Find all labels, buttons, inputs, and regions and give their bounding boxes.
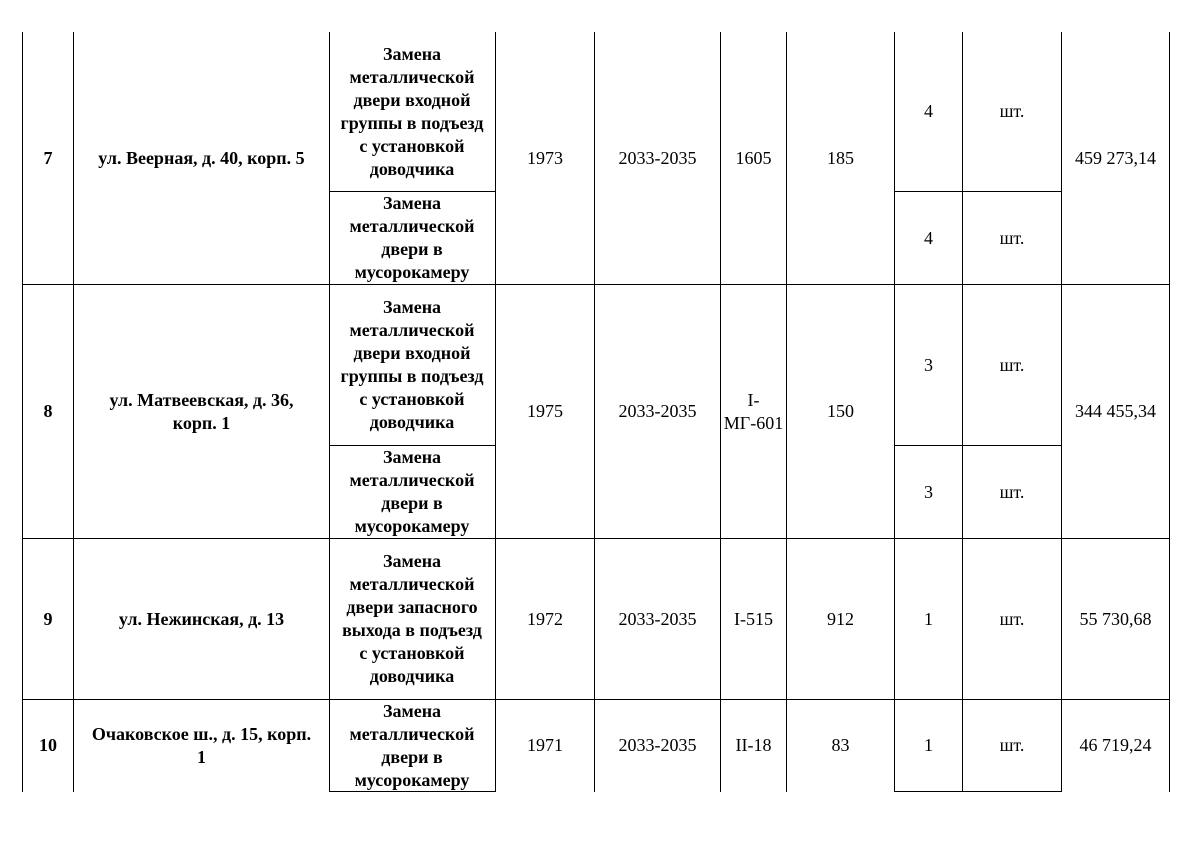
building-parameter: 912: [827, 608, 854, 629]
quantity: 4: [924, 101, 933, 121]
year-built: 1975: [527, 401, 563, 421]
quantity: 1: [924, 608, 933, 629]
year-built: 1973: [527, 147, 563, 168]
work-description: Замена металлической двери входной группы в подъезд с установкой доводчика: [340, 43, 484, 179]
address-cell: ул. Матвеевская, д. 36, корп. 1: [109, 389, 294, 433]
building-series: I-МГ-601: [723, 389, 784, 433]
address-cell: Очаковское ш., д. 15, корп. 1: [91, 723, 312, 767]
row-number: 10: [39, 735, 57, 755]
row-number: 8: [43, 401, 53, 421]
unit: шт.: [999, 354, 1025, 375]
unit: шт.: [999, 608, 1025, 629]
row-number: 9: [43, 608, 53, 629]
building-parameter: 185: [827, 147, 854, 168]
cost: 459 273,14: [1075, 147, 1156, 168]
cost: 46 719,24: [1079, 735, 1152, 755]
col-divider: [329, 32, 330, 792]
year-built: 1972: [527, 608, 563, 629]
work-description: Замена металлической двери в мусорокамеру: [349, 447, 475, 536]
work-description: Замена металлической двери запасного выхода в подъезд с установкой доводчика: [342, 551, 482, 686]
cost: 344 455,34: [1075, 401, 1156, 421]
quantity: 3: [924, 481, 933, 502]
unit: шт.: [999, 101, 1025, 121]
row-number: 7: [43, 147, 53, 168]
col-divider: [1169, 32, 1170, 792]
work-description: Замена металлической двери в мусорокамеру: [349, 193, 475, 282]
address-cell: ул. Нежинская, д. 13: [118, 608, 285, 629]
cost: 55 730,68: [1079, 608, 1152, 629]
repair-period: 2033-2035: [618, 401, 697, 421]
unit: шт.: [999, 481, 1025, 502]
repair-period: 2033-2035: [618, 735, 697, 755]
building-series: II-18: [735, 735, 772, 755]
building-parameter: 150: [827, 401, 854, 421]
bottom-border: [894, 791, 1061, 792]
quantity: 3: [924, 354, 933, 375]
building-series: 1605: [735, 147, 772, 168]
building-parameter: 83: [831, 735, 850, 755]
address-cell: ул. Веерная, д. 40, корп. 5: [98, 147, 305, 168]
unit: шт.: [999, 735, 1025, 755]
repair-period: 2033-2035: [618, 147, 697, 168]
work-description: Замена металлической двери в мусорокамеру: [349, 700, 475, 790]
work-description: Замена металлической двери входной группы в подъезд с установкой доводчика: [340, 297, 484, 432]
unit: шт.: [999, 227, 1025, 248]
repair-period: 2033-2035: [618, 608, 697, 629]
year-built: 1971: [527, 735, 563, 755]
quantity: 4: [924, 227, 933, 248]
quantity: 1: [924, 735, 933, 755]
building-series: I-515: [734, 608, 773, 629]
